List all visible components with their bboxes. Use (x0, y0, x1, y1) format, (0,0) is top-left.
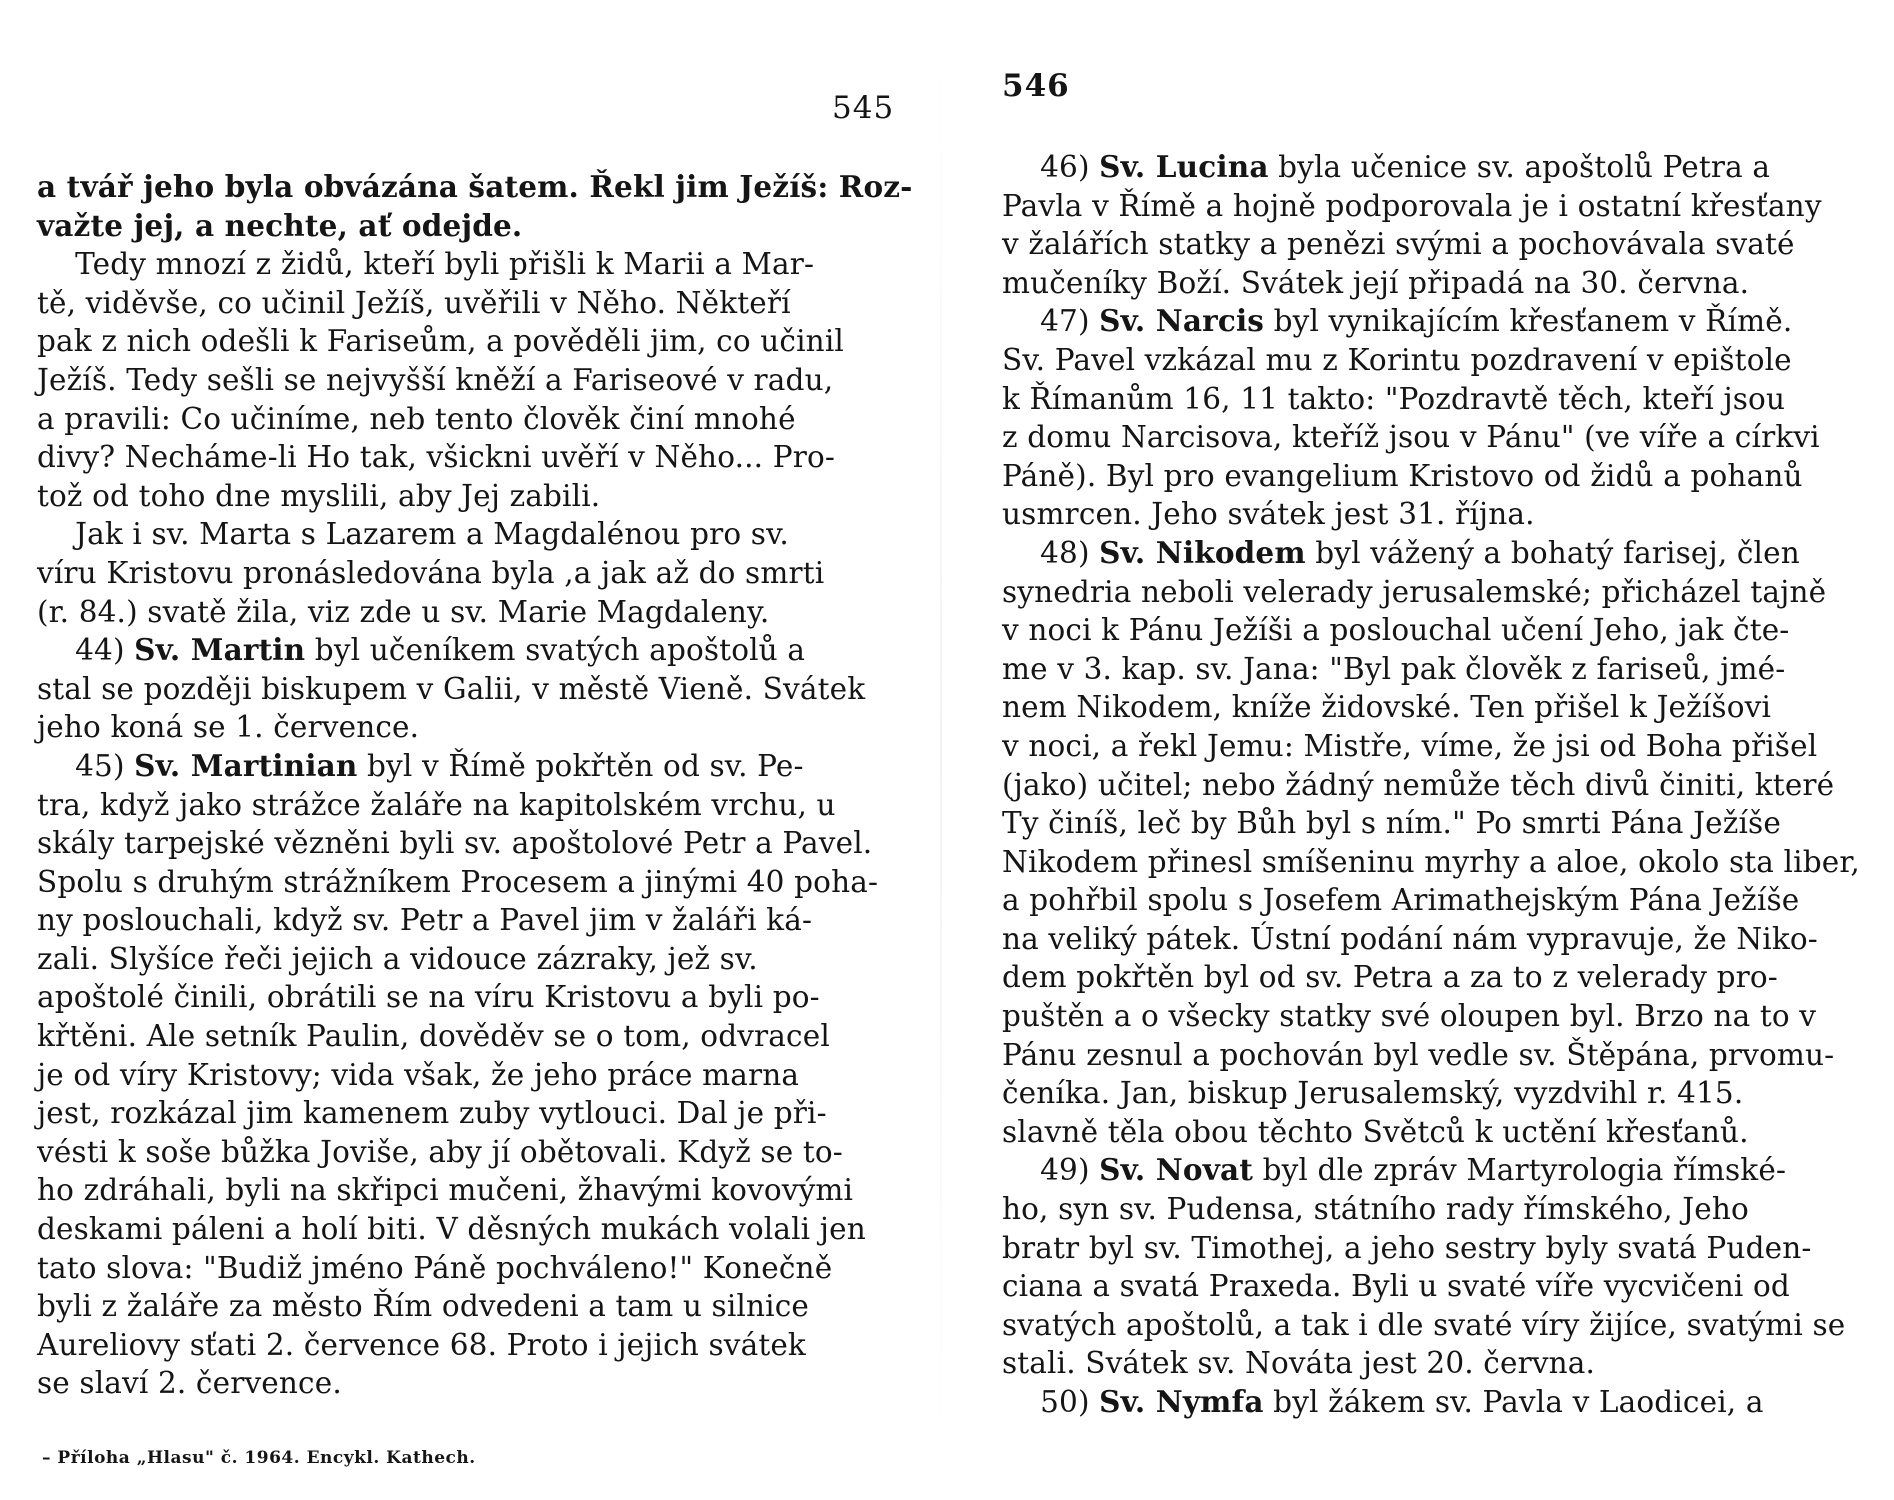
text-line: čeníka. Jan, biskup Jerusalemský, vyzdvihl r. 415. (1002, 1076, 1744, 1111)
text-line: puštěn a o všecky statky své oloupen byl. Brzo na to v (1002, 999, 1817, 1034)
text-line: ciana a svatá Praxeda. Byli u svaté víře vycvičeni od (1002, 1269, 1790, 1304)
text-line: me v 3. kap. sv. Jana: "Byl pak člověk z fariseů, jmé- (1002, 651, 1786, 686)
text-line: stali. Svátek sv. Nováta jest 20. června. (1002, 1346, 1596, 1381)
text-line: vésti k soše bůžka Joviše, aby jí obětovali. Když se to- (37, 1134, 843, 1169)
text-line: divy? Necháme-li Ho tak, všickni uvěří v Něho... Pro- (37, 440, 835, 475)
text-line: Pánu zesnul a pochován byl vedle sv. Štěpána, prvomu- (1002, 1037, 1835, 1072)
text-column (1002, 148, 1862, 1422)
text-line: (r. 84.) svatě žila, viz zde u sv. Marie Magdaleny. (37, 594, 770, 629)
text-line: dem pokřtěn byl od sv. Petra a za to z velerady pro- (1002, 960, 1778, 995)
saint-name: Sv. Martinian (134, 747, 358, 783)
text-line: Sv. Pavel vzkázal mu z Korintu pozdravení v epištole (1002, 342, 1792, 377)
page-footer: – Příloha „Hlasu" č. 1964. Encykl. Kathech. (42, 1448, 476, 1468)
text-line: křtěni. Ale setník Paulin, dověděv se o tom, odvracel (37, 1019, 830, 1054)
text-line: važte jej, a nechte, ať odejde. (37, 207, 523, 243)
text-line: jest, rozkázal jim kamenem zuby vytlouci. Dal je při- (37, 1096, 827, 1131)
text-line: tě, viděvše, co učinil Ježíš, uvěřili v Něho. Někteří (37, 285, 791, 320)
text-line: 44) Sv. Martin byl učeníkem svatých apoštolů a (37, 632, 806, 668)
text-line: deskami páleni a holí biti. V děsných mukách volali jen (37, 1212, 866, 1247)
right-page (947, 0, 1894, 1500)
text-line: na veliký pátek. Ústní podání nám vypravuje, že Niko- (1002, 921, 1818, 956)
text-line: tato slova: "Budiž jméno Páně pochváleno!" Konečně (37, 1250, 833, 1285)
text-line: Ty činíš, leč by Bůh byl s ním." Po smrti Pána Ježíše (1002, 806, 1781, 841)
text-line: mučeníky Boží. Svátek její připadá na 30. června. (1002, 265, 1750, 300)
text-line: apoštolé činili, obrátili se na víru Kristovu a byli po- (37, 980, 820, 1015)
text-line: a pravili: Co učiníme, neb tento člověk činí mnohé (37, 401, 796, 436)
text-line: Nikodem přinesl smíšeninu myrhy a aloe, okolo sta liber, (1002, 844, 1860, 879)
text-line: a pohřbil spolu s Josefem Arimathejským Pána Ježíše (1002, 883, 1800, 918)
saint-name: Sv. Novat (1099, 1152, 1254, 1188)
text-line: v žalářích statky a penězi svými a pochovávala svaté (1002, 227, 1795, 262)
text-line: tra, když jako strážce žaláře na kapitolském vrchu, u (37, 787, 836, 822)
text-line: bratr byl sv. Timothej, a jeho sestry byly svatá Puden- (1002, 1230, 1812, 1265)
text-line: synedria neboli velerady jerusalemské; přicházel tajně (1002, 574, 1827, 609)
text-line: z domu Narcisova, kteříž jsou v Pánu" (ve víře a církvi (1002, 420, 1820, 455)
text-line: zali. Slyšíce řeči jejich a vidouce zázraky, jež sv. (37, 941, 758, 976)
saint-name: Sv. Nikodem (1099, 534, 1306, 570)
text-line: stal se později biskupem v Galii, v městě Vieně. Svátek (37, 671, 866, 706)
text-line: je od víry Kristovy; vida však, že jeho práce marna (37, 1057, 800, 1092)
text-line: 50) Sv. Nymfa byl žákem sv. Pavla v Laodicei, a (1002, 1384, 1764, 1419)
text-line: pak z nich odešli k Fariseům, a pověděli jim, co učinil (37, 324, 844, 359)
text-line: Pavla v Římě a hojně podporovala je i ostatní křesťany (1002, 188, 1822, 223)
saint-name: Sv. Nymfa (1099, 1384, 1264, 1419)
page-gutter (940, 60, 942, 1440)
text-line: v noci k Pánu Ježíši a poslouchal učení Jeho, jak čte- (1002, 613, 1790, 648)
text-line: jeho koná se 1. července. (37, 710, 420, 745)
text-line: tož od toho dne myslili, aby Jej zabili. (37, 478, 601, 513)
text-column (37, 168, 913, 1403)
text-line: nem Nikodem, kníže židovské. Ten přišel k Ježíšovi (1002, 690, 1772, 725)
text-line: svatých apoštolů, a tak i dle svaté víry žijíce, svatými se (1002, 1307, 1846, 1342)
text-line: 49) Sv. Novat byl dle zpráv Martyrologia římské- (1002, 1152, 1787, 1188)
text-line: v noci, a řekl Jemu: Mistře, víme, že jsi od Boha přišel (1002, 728, 1818, 763)
text-line: 46) Sv. Lucina byla učenice sv. apoštolů Petra a (1002, 149, 1771, 184)
text-line: Ježíš. Tedy sešli se nejvyšší kněží a Fariseové v radu, (37, 362, 834, 397)
text-line: ho zdráhali, byli na skřipci mučeni, žhavými kovovými (37, 1173, 854, 1208)
saint-name: Sv. Lucina (1099, 149, 1269, 184)
text-line: Aureliovy sťati 2. července 68. Proto i jejich svátek (37, 1327, 806, 1362)
text-line: 48) Sv. Nikodem byl vážený a bohatý farisej, člen (1002, 534, 1800, 570)
text-line: Tedy mnozí z židů, kteří byli přišli k Marii a Mar- (37, 247, 815, 282)
page-number: 545 (832, 90, 895, 126)
text-line: ho, syn sv. Pudensa, státního rady římského, Jeho (1002, 1192, 1749, 1227)
text-line: slavně těla obou těchto Světců k uctění křesťanů. (1002, 1114, 1749, 1149)
text-line: víru Kristovu pronásledována byla ,a jak až do smrti (37, 555, 825, 590)
text-line: Páně). Byl pro evangelium Kristovo od židů a pohanů (1002, 458, 1803, 493)
text-line: (jako) učitel; nebo žádný nemůže těch divů činiti, které (1002, 767, 1835, 802)
saint-name: Sv. Martin (134, 632, 306, 668)
text-line: usmrcen. Jeho svátek jest 31. října. (1002, 497, 1535, 532)
text-line: 47) Sv. Narcis byl vynikajícím křesťanem v Římě. (1002, 303, 1793, 339)
text-line: 45) Sv. Martinian byl v Římě pokřtěn od sv. Pe- (37, 747, 804, 783)
text-line: skály tarpejské vězněni byli sv. apoštolové Petr a Pavel. (37, 826, 873, 861)
saint-name: Sv. Narcis (1099, 303, 1265, 339)
page-number: 546 (1002, 68, 1070, 104)
text-line: k Římanům 16, 11 takto: "Pozdravtě těch, kteří jsou (1002, 381, 1786, 416)
text-line: ny poslouchali, když sv. Petr a Pavel jim v žaláři ká- (37, 903, 813, 938)
text-line: Jak i sv. Marta s Lazarem a Magdalénou pro sv. (37, 517, 789, 552)
text-line: a tvář jeho byla obvázána šatem. Řekl jim Ježíš: Roz- (37, 169, 913, 204)
text-line: se slaví 2. července. (37, 1366, 342, 1401)
text-line: Spolu s druhým strážníkem Procesem a jinými 40 poha- (37, 864, 879, 899)
text-line: byli z žaláře za město Řím odvedeni a tam u silnice (37, 1289, 809, 1324)
